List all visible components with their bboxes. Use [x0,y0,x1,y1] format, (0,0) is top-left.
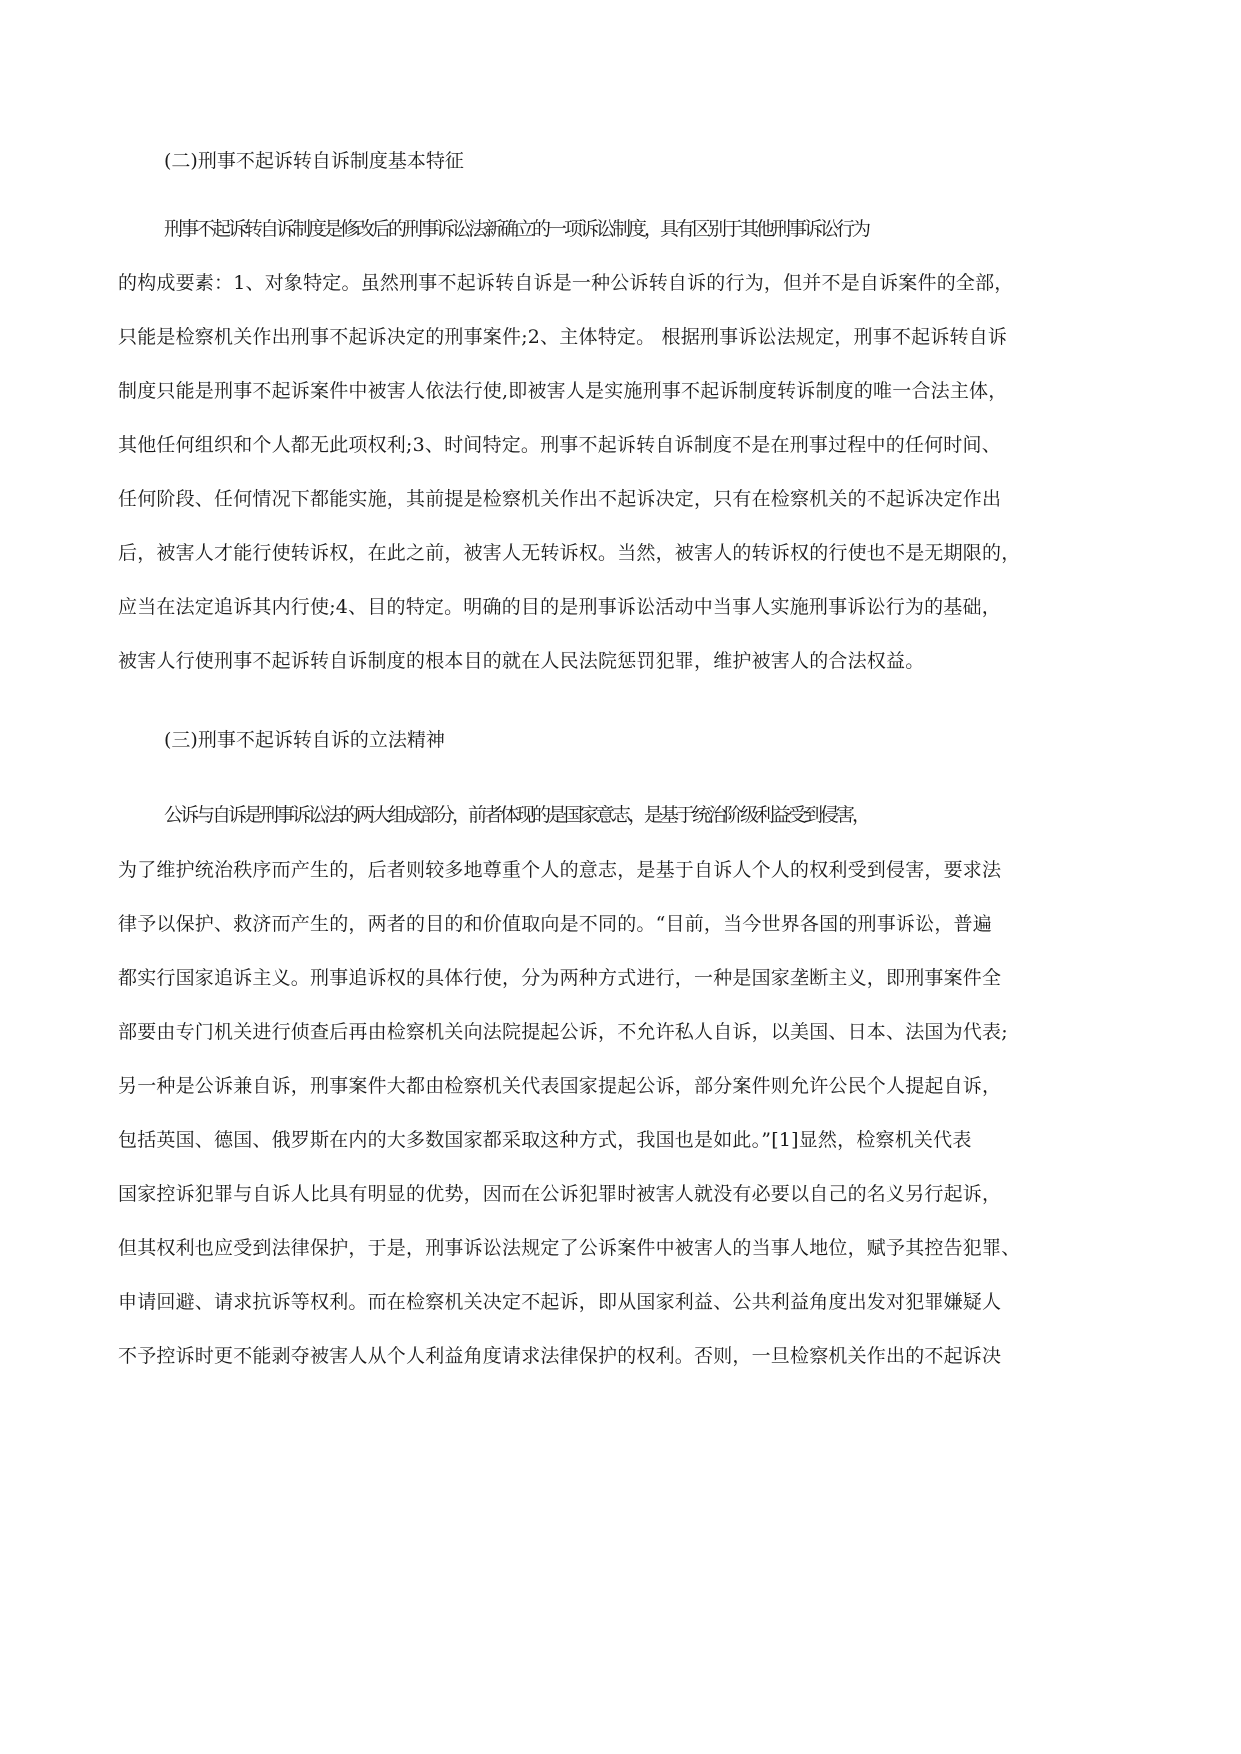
paragraph-line: 制度只能是刑事不起诉案件中被害人依法行使,即被害人是实施刑事不起诉制度转诉制度的唯一合法主体， [118,380,1008,402]
paragraph-line: 应当在法定追诉其内行使;4、目的特定。明确的目的是刑事诉讼活动中当事人实施刑事诉讼行为的基础， [118,596,1001,618]
paragraph-line: 只能是检察机关作出刑事不起诉决定的刑事案件;2、主体特定。 根据刑事诉讼法规定，刑事不起诉转自诉 [118,326,1008,348]
paragraph-line: 被害人行使刑事不起诉转自诉制度的根本目的就在人民法院惩罚犯罪，维护被害人的合法权益。 [118,650,925,672]
paragraph-line: 刑事不起诉转自诉制度是修改后的刑事诉讼法新确立的一项诉讼制度，具有区别于其他刑事诉讼行为 [164,218,869,240]
paragraph-line: 律予以保护、救济而产生的，两者的目的和价值取向是不同的。“目前，当今世界各国的刑事诉讼，普遍 [118,913,992,935]
paragraph-line: 的构成要素：1、对象特定。虽然刑事不起诉转自诉是一种公诉转自诉的行为，但并不是自诉案件的全部， [118,272,1014,294]
paragraph-line: 国家控诉犯罪与自诉人比具有明显的优势，因而在公诉犯罪时被害人就没有必要以自己的名义另行起诉， [118,1183,1002,1205]
paragraph-line: 任何阶段、任何情况下都能实施，其前提是检察机关作出不起诉决定，只有在检察机关的不起诉决定作出 [118,488,1002,510]
paragraph-line: 不予控诉时更不能剥夺被害人从个人利益角度请求法律保护的权利。否则，一旦检察机关作出的不起诉决 [118,1345,1002,1367]
paragraph-line: 申请回避、请求抗诉等权利。而在检察机关决定不起诉，即从国家利益、公共利益角度出发对犯罪嫌疑人 [118,1291,1002,1313]
section-heading-2: (二)刑事不起诉转自诉制度基本特征 [164,150,464,172]
paragraph-line: 其他任何组织和个人都无此项权利;3、时间特定。刑事不起诉转自诉制度不是在刑事过程中的任何时间、 [118,434,1001,456]
paragraph-line: 都实行国家追诉主义。刑事追诉权的具体行使，分为两种方式进行，一种是国家垄断主义，即刑事案件全 [118,967,1002,989]
paragraph-line: 包括英国、德国、俄罗斯在内的大多数国家都采取这种方式，我国也是如此。”[1]显然，检察机关代表 [118,1129,972,1151]
paragraph-line: 部要由专门机关进行侦查后再由检察机关向法院提起公诉，不允许私人自诉，以美国、日本、法国为代表; [118,1021,1008,1043]
paragraph-line: 公诉与自诉是刑事诉讼法的两大组成部分，前者体现的是国家意志，是基于统治阶级利益受到侵害， [164,804,869,826]
paragraph-line: 后，被害人才能行使转诉权，在此之前，被害人无转诉权。当然，被害人的转诉权的行使也不是无期限的， [118,542,1021,564]
paragraph-line: 另一种是公诉兼自诉，刑事案件大都由检察机关代表国家提起公诉，部分案件则允许公民个人提起自诉， [118,1075,1002,1097]
section-heading-3: (三)刑事不起诉转自诉的立法精神 [164,729,445,751]
paragraph-line: 为了维护统治秩序而产生的，后者则较多地尊重个人的意志，是基于自诉人个人的权利受到侵害，要求法 [118,859,1002,881]
paragraph-line: 但其权利也应受到法律保护，于是，刑事诉讼法规定了公诉案件中被害人的当事人地位，赋予其控告犯罪、 [118,1237,1021,1259]
